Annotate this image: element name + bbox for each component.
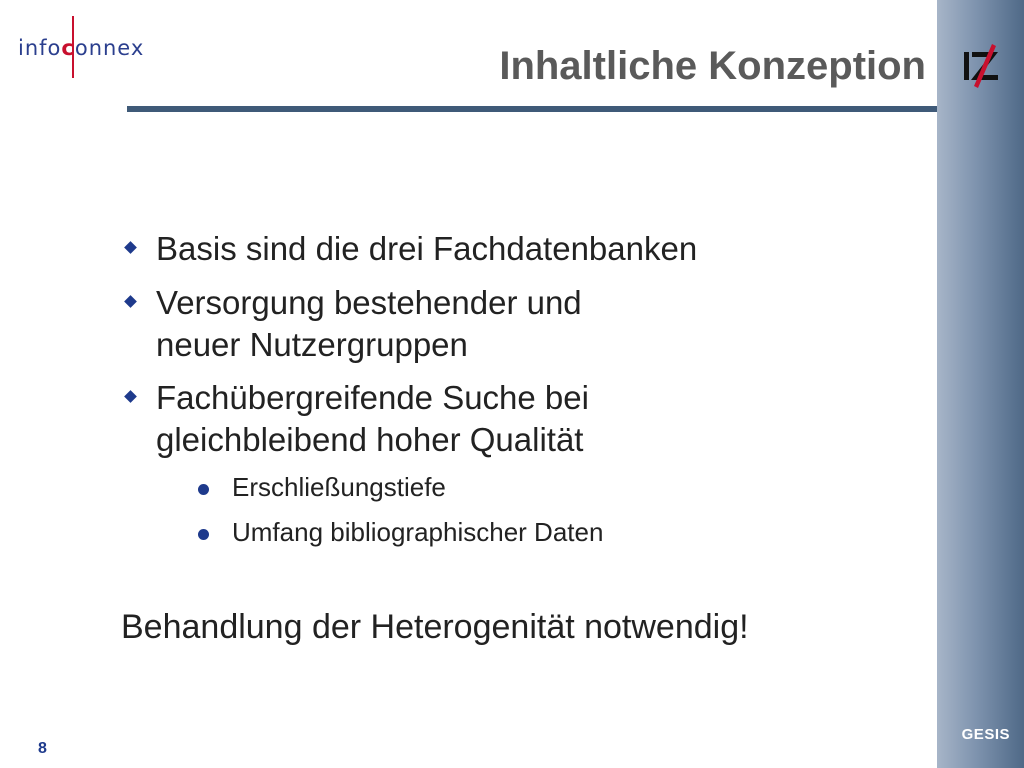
logo-text-after: onnex [74,36,145,60]
diamond-bullet-icon [124,295,137,308]
sub-bullet-text: Umfang bibliographischer Daten [232,517,604,547]
logo-text-before: info [18,36,62,60]
logo-wordmark [18,36,144,60]
infoconnex-logo [18,16,168,80]
bullet-text: Versorgung bestehender und neuer Nutzergruppen [156,284,582,363]
side-gradient-band [937,0,1024,768]
sub-bullet-text: Erschließungstiefe [232,472,446,502]
page-number: 8 [38,740,47,757]
diamond-bullet-icon [124,241,137,254]
round-bullet-icon [198,529,209,540]
logo-text-mid: c [61,36,75,60]
bullet-text: Fachübergreifende Suche bei gleichbleibend hoher Qualität [156,379,589,458]
iz-logo [962,44,1002,90]
round-bullet-icon [198,484,209,495]
bullet-text: Basis sind die drei Fachdatenbanken [156,230,698,267]
title-rule [127,106,937,112]
gesis-label: GESIS [961,726,1010,743]
slide-title: Inhaltliche Konzeption [499,44,926,88]
diamond-bullet-icon [124,390,137,403]
conclusion-statement: Behandlung der Heterogenität notwendig! [121,608,749,646]
